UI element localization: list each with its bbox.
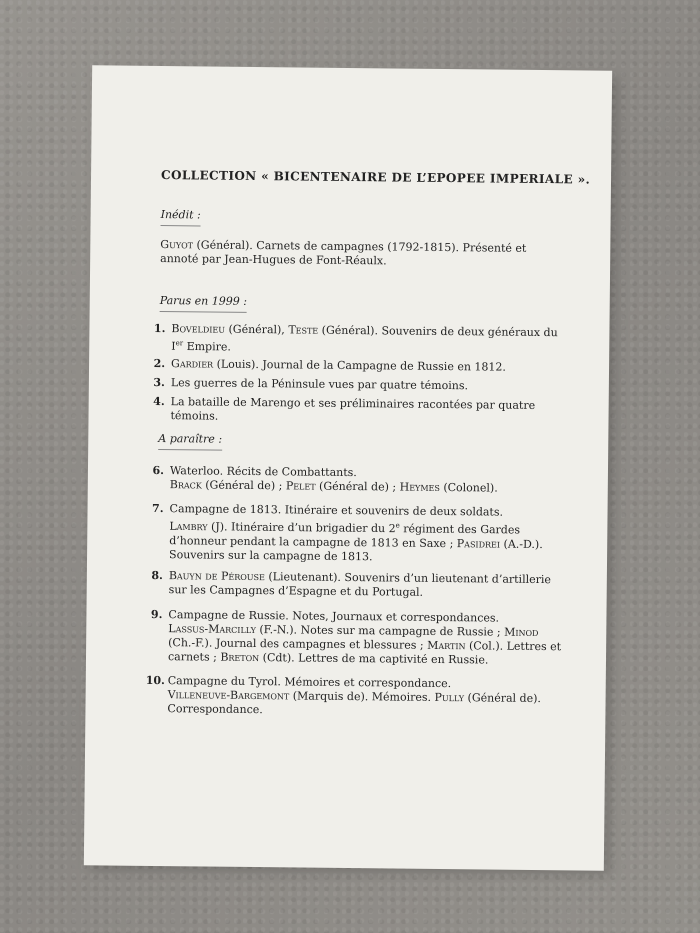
entry-text: (F.-N.). Notes sur ma campagne de Russie ; [255,623,505,639]
author: Pully [434,690,465,705]
superscript: e [395,521,400,530]
entry-text: (Général de) ; [315,479,400,494]
entry-text: (Ch.-F.). Journal des campagnes et blessures ; [168,636,428,652]
author: Minod [504,625,539,640]
entry-text: (Lieutenant). Souvenirs d’un lieutenant d’artillerie sur les Campagnes d’Espagne et du Portugal. [168,570,552,599]
item-number: 7. [152,501,164,516]
item-number: 6. [152,463,165,478]
collection-heading: COLLECTION « BICENTENAIRE DE L’EPOPEE IMPERIALE ». [160,168,591,187]
author: Martin [427,638,466,653]
section-parus-label: Parus en 1999 : [160,294,247,313]
author: Lassus-Marcilly [168,622,256,637]
paper-sheet [84,65,612,870]
entry-text: (Louis). Journal de la Campagne de Russie en 1812. [213,357,507,374]
section-inedit-label: Inédit : [161,208,201,226]
list-item [149,322,569,358]
entry-text: régiment des Gardes d’honneur pendant la campagne de 1813 en Saxe ; [169,522,521,550]
author: Pelet [285,479,316,493]
entry-text: La bataille de Marengo et ses préliminaires racontées par quatre témoins. [170,395,536,423]
entry-text: (Général), [224,322,289,337]
author: Bauyn de Pérouse [168,569,265,584]
author: Heymes [399,480,440,494]
list-item [146,608,567,668]
inedit-entry [160,238,560,270]
entry-text: Les guerres de la Péninsule vues par quatre témoins. [170,376,469,393]
entry-title: Campagne de Russie. Notes, Journaux et correspondances. [168,608,500,625]
list-item [147,569,567,601]
entry-text: (Cdt). Lettres de ma captivité en Russie. [259,651,489,667]
entry-title: Campagne du Tyrol. Mémoires et correspondance. [167,674,452,691]
item-number: 2. [153,356,166,371]
author: Lambry [169,519,208,534]
item-number: 9. [150,607,163,622]
author: Breton [220,650,260,665]
author: Pasidrei [456,536,501,551]
author: Guyot [160,238,194,252]
list-item [148,464,568,496]
section-paraitre-label: A paraître : [158,432,222,451]
entry-title: Campagne de 1813. Itinéraire et souvenirs de deux soldats. [169,502,504,519]
author: Boveldieu [171,322,226,336]
author: Teste [288,323,319,337]
item-number: 3. [153,375,165,390]
item-number: 8. [151,568,163,583]
item-number: 4. [153,394,165,409]
list-item [147,502,568,566]
author: Brack [169,478,202,492]
entry-text: (Marquis de). Mémoires. [289,689,435,704]
item-number: 1. [153,321,166,336]
list-item [145,674,565,720]
item-number: 10. [145,673,165,688]
author: Villeneuve-Bargemont [167,688,290,703]
superscript: er [175,339,184,348]
entry-title: Waterloo. Récits de Combattants. [169,464,357,480]
list-item [149,357,569,375]
entry-text: (Colonel). [439,480,498,495]
entry-text: Empire. [183,339,231,354]
list-item [149,376,569,394]
entry-text: (Général de) ; [201,478,286,493]
entry-text: (Général). Souvenirs de deux généraux du I [171,323,558,353]
entry-text: (Général). Carnets de campagnes (1792-1815). Présenté et annoté par Jean-Hugues de Font-Réaulx. [160,238,527,268]
author: Gardier [171,357,214,371]
entry-text: (Col.). Lettres et carnets ; [167,639,562,664]
entry-text: (Général de). Correspondance. [167,691,542,717]
entry-text: (J). Itinéraire d’un brigadier du 2 [207,520,396,536]
entry-text: (A.-D.). Souvenirs sur la campagne de 1813. [169,537,543,563]
list-item [148,395,568,427]
